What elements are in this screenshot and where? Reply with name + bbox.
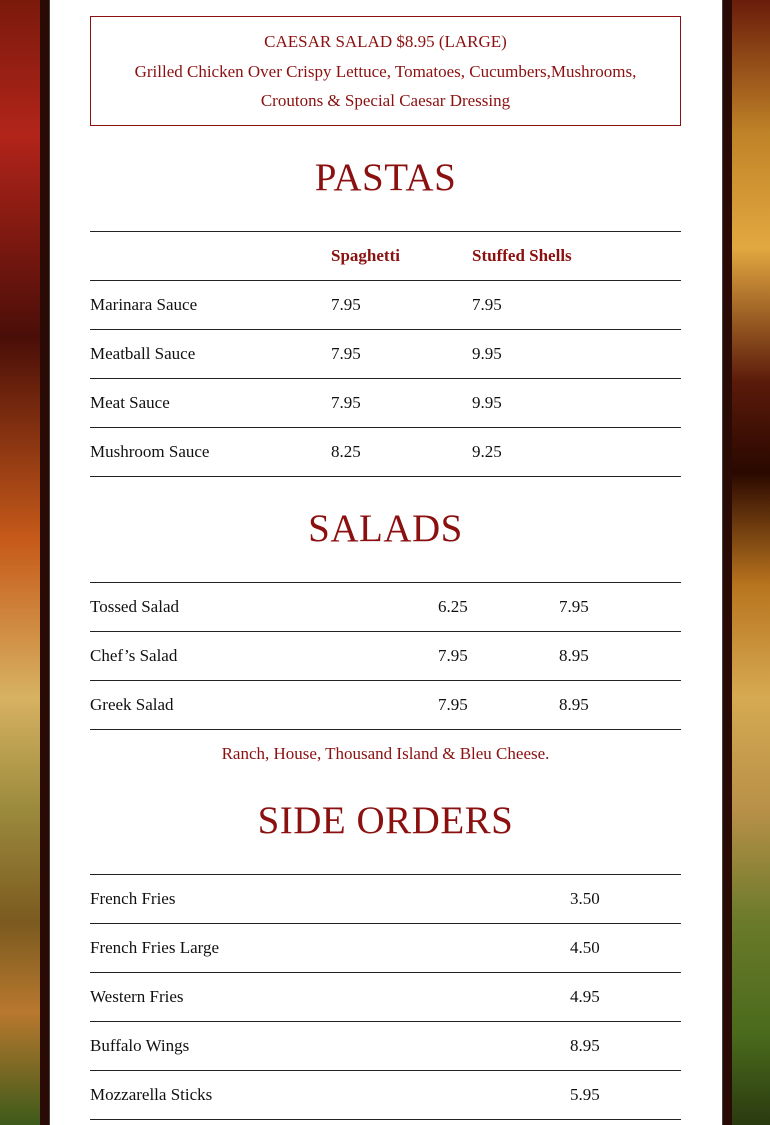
salad-large-price: 7.95 xyxy=(559,597,589,616)
pastas-heading: PASTAS xyxy=(314,156,457,199)
side-price: 3.50 xyxy=(570,889,600,908)
pastas-header-spaghetti: Spaghetti xyxy=(331,246,400,265)
pasta-name: Meatball Sauce xyxy=(90,344,196,363)
side-name: Buffalo Wings xyxy=(90,1036,190,1055)
table-row xyxy=(90,582,681,631)
pastas-header-row xyxy=(90,231,681,280)
side-orders-heading: SIDE ORDERS xyxy=(257,799,514,842)
side-name: French Fries xyxy=(90,889,176,908)
salad-name: Greek Salad xyxy=(90,695,174,714)
spaghetti-price: 8.25 xyxy=(331,442,361,461)
side-name: French Fries Large xyxy=(90,938,220,957)
side-price: 4.95 xyxy=(570,987,600,1006)
special-description-line-1: Grilled Chicken Over Crispy Lettuce, Tomatoes, Cucumbers,Mushrooms, xyxy=(134,61,637,81)
table-row xyxy=(90,923,681,972)
background-photo-right xyxy=(732,0,770,1125)
pastas-table xyxy=(90,231,681,477)
table-row xyxy=(90,874,681,923)
special-title: CAESAR SALAD $8.95 (LARGE) xyxy=(264,32,507,51)
salads-table xyxy=(90,582,681,730)
table-row xyxy=(90,972,681,1021)
shells-price: 9.25 xyxy=(472,442,502,461)
special-description-line-2: Croutons & Special Caesar Dressing xyxy=(260,91,511,110)
table-row xyxy=(90,1021,681,1070)
table-row xyxy=(90,378,681,427)
pasta-name: Meat Sauce xyxy=(90,393,170,412)
salads-heading: SALADS xyxy=(308,507,463,550)
table-row xyxy=(90,329,681,378)
menu-page xyxy=(49,0,723,1125)
shells-price: 9.95 xyxy=(472,344,502,363)
table-row xyxy=(90,427,681,477)
table-row xyxy=(90,280,681,329)
salad-small-price: 7.95 xyxy=(438,695,468,714)
side-price: 5.95 xyxy=(570,1085,600,1104)
side-name: Western Fries xyxy=(90,987,184,1006)
salad-large-price: 8.95 xyxy=(559,646,589,665)
shells-price: 7.95 xyxy=(472,295,502,314)
pastas-header-stuffed-shells: Stuffed Shells xyxy=(472,246,572,265)
spaghetti-price: 7.95 xyxy=(331,344,361,363)
spaghetti-price: 7.95 xyxy=(331,393,361,412)
table-row xyxy=(90,1070,681,1120)
caesar-special-box xyxy=(90,16,681,126)
salad-name: Tossed Salad xyxy=(90,597,179,616)
side-orders-table xyxy=(90,874,681,1120)
spaghetti-price: 7.95 xyxy=(331,295,361,314)
shells-price: 9.95 xyxy=(472,393,502,412)
salad-large-price: 8.95 xyxy=(559,695,589,714)
salad-small-price: 7.95 xyxy=(438,646,468,665)
table-row xyxy=(90,680,681,730)
table-row xyxy=(90,631,681,680)
salad-name: Chef’s Salad xyxy=(90,646,178,665)
background-photo-left xyxy=(0,0,40,1125)
side-price: 4.50 xyxy=(570,938,600,957)
pasta-name: Mushroom Sauce xyxy=(90,442,210,461)
pasta-name: Marinara Sauce xyxy=(90,295,198,314)
side-name: Mozzarella Sticks xyxy=(90,1085,213,1104)
side-price: 8.95 xyxy=(570,1036,600,1055)
dressings-note: Ranch, House, Thousand Island & Bleu Cheese. xyxy=(221,744,550,763)
salad-small-price: 6.25 xyxy=(438,597,468,616)
